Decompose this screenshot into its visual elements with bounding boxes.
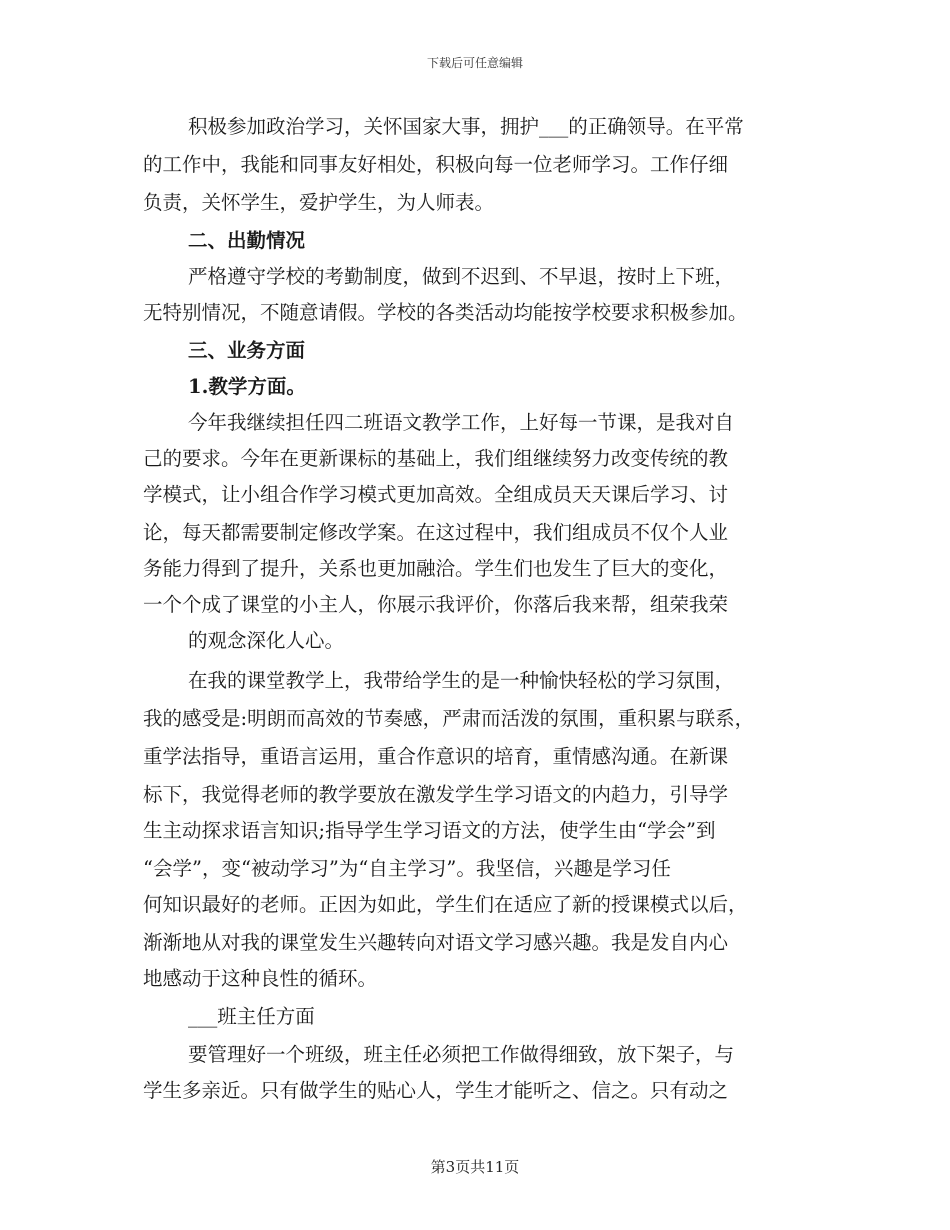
- paragraph-line: 我的感受是:明朗而高效的节奏感，严肃而活泼的氛围，重积累与联系，: [143, 707, 755, 730]
- paragraph-line: 严格遵守学校的考勤制度，做到不迟到、不早退，按时上下班，: [188, 265, 735, 288]
- paragraph-line: 无特别情况，不随意请假。学校的各类活动均能按学校要求积极参加。: [143, 301, 748, 324]
- paragraph-line: 务能力得到了提升，关系也更加融洽。学生们也发生了巨大的变化，: [143, 557, 729, 580]
- paragraph-line: 的观念深化人心。: [188, 629, 345, 652]
- subsection-heading: ___班主任方面: [188, 1005, 315, 1028]
- paragraph-line: 地感动于这种良性的循环。: [143, 967, 378, 990]
- paragraph-line: 负责，关怀学生，爱护学生，为人师表。: [143, 191, 495, 214]
- paragraph-line: 今年我继续担任四二班语文教学工作，上好每一节课，是我对自: [188, 411, 735, 434]
- paragraph-line: 学模式，让小组合作学习模式更加高效。全组成员天天课后学习、讨: [143, 483, 729, 506]
- paragraph-line: 生主动探求语言知识;指导学生学习语文的方法，使学生由“学会”到: [143, 819, 716, 842]
- paragraph-line: 一个个成了课堂的小主人，你展示我评价，你落后我来帮，组荣我荣: [143, 593, 729, 616]
- paragraph-line: 重学法指导，重语言运用，重合作意识的培育，重情感沟通。在新课: [143, 745, 729, 768]
- section-heading: 三、业务方面: [188, 339, 306, 362]
- paragraph-line: 要管理好一个班级，班主任必须把工作做得细致，放下架子，与: [188, 1043, 735, 1066]
- paragraph-line: “会学”，变“被动学习”为“自主学习”。我坚信，兴趣是学习任: [143, 857, 671, 880]
- paragraph-line: 己的要求。今年在更新课标的基础上，我们组继续努力改变传统的教: [143, 447, 729, 470]
- paragraph-line: 论，每天都需要制定修改学案。在这过程中，我们组成员不仅个人业: [143, 521, 729, 544]
- paragraph-line: 积极参加政治学习，关怀国家大事，拥护___的正确领导。在平常: [188, 115, 744, 138]
- paragraph-line: 何知识最好的老师。正因为如此，学生们在适应了新的授课模式以后，: [143, 893, 748, 916]
- paragraph-line: 渐渐地从对我的课堂发生兴趣转向对语文学习感兴趣。我是发自内心: [143, 931, 729, 954]
- page-number: 第3页共11页: [430, 1158, 520, 1176]
- paragraph-line: 的工作中，我能和同事友好相处，积极向每一位老师学习。工作仔细: [143, 153, 729, 176]
- paragraph-line: 学生多亲近。只有做学生的贴心人，学生才能听之、信之。只有动之: [143, 1079, 729, 1102]
- paragraph-line: 在我的课堂教学上，我带给学生的是一种愉快轻松的学习氛围，: [188, 669, 735, 692]
- paragraph-line: 标下，我觉得老师的教学要放在激发学生学习语文的内趋力，引导学: [143, 783, 729, 806]
- subsection-heading: 1.教学方面。: [188, 375, 306, 398]
- page-header: 下载后可任意编辑: [426, 56, 523, 70]
- section-heading: 二、出勤情况: [188, 229, 306, 252]
